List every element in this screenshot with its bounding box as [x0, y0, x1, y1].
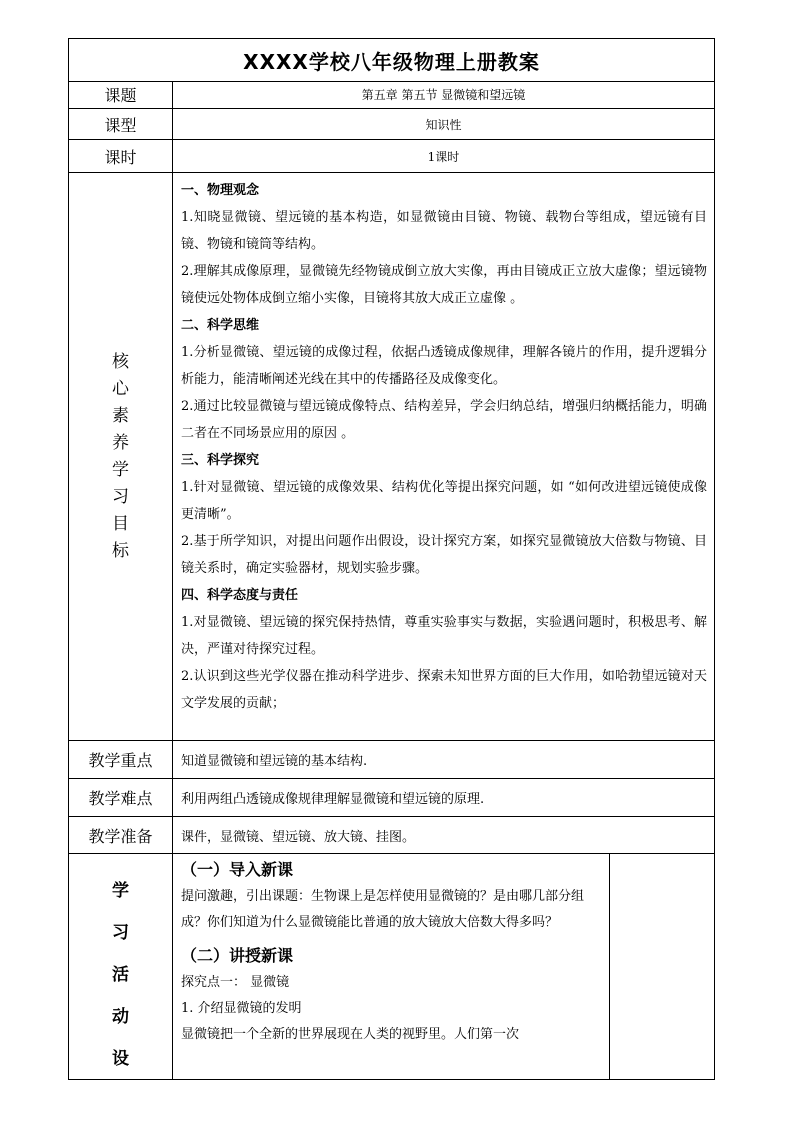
document-title: XXXX学校八年级物理上册教案	[69, 39, 714, 82]
activity-paragraph: 提问激趣，引出课题：生物课上是怎样使用显微镜的？是由哪几部分组成？你们知道为什么显微镜能比普通的放大镜放大倍数大得多吗？	[181, 889, 585, 930]
goal-paragraph: 1.对显微镜、望远镜的探究保持热情，尊重实验事实与数据，实验遇问题时，积极思考、解决，严谨对待探究过程。	[181, 615, 707, 657]
goal-heading: 四、科学态度与责任	[181, 588, 299, 603]
section-heading: （一）导入新课	[181, 860, 294, 879]
difficulty-value: 利用两组凸透镜成像规律理解显微镜和望远镜的原理.	[181, 792, 485, 807]
topic-label: 课题	[69, 81, 173, 108]
goal-paragraph: 1.分析显微镜、望远镜的成像过程，依据凸透镜成像规律，理解各镜片的作用，提升逻辑分析能力，能清晰阐述光线在其中的传播路径及成像变化。	[181, 345, 707, 387]
activity-content	[173, 854, 610, 1079]
key-row	[69, 741, 714, 779]
hours-label: 课时	[69, 140, 173, 172]
goal-heading: 一、物理观念	[181, 183, 260, 198]
goal-paragraph: 2.通过比较显微镜与望远镜成像特点、结构差异，学会归纳总结，增强归纳概括能力，明确二者在不同场景应用的原因 。	[181, 399, 707, 441]
goals-content	[173, 173, 714, 740]
difficulty-label: 教学难点	[69, 779, 173, 816]
activity-label: 学 习 活 动 设	[69, 854, 173, 1079]
goal-paragraph: 1.针对显微镜、望远镜的成像效果、结构优化等提出探究问题，如 “如何改进望远镜使成像更清晰”。	[181, 480, 707, 522]
activity-row	[69, 854, 714, 1079]
goals-label: 核 心 素 养 学 习 目 标	[69, 173, 173, 740]
hours-value: 1课时	[427, 149, 460, 164]
goals-row	[69, 173, 714, 741]
key-value: 知道显微镜和望远镜的基本结构.	[181, 754, 368, 769]
goal-paragraph: 1.知晓显微镜、望远镜的基本构造，如显微镜由目镜、物镜、载物台等组成，望远镜有目镜、物镜和镜筒等结构。	[181, 210, 707, 252]
goal-heading: 三、科学探究	[181, 453, 260, 468]
topic-value: 第五章 第五节 显微镜和望远镜	[361, 88, 526, 102]
key-label: 教学重点	[69, 741, 173, 778]
topic-row	[69, 81, 714, 109]
goal-paragraph: 2.理解其成像原理，显微镜先经物镜成倒立放大实像，再由目镜成正立放大虚像；望远镜物镜使远处物体成倒立缩小实像，目镜将其放大成正立虚像 。	[181, 264, 707, 306]
hours-row	[69, 140, 714, 173]
type-value: 知识性	[425, 117, 462, 132]
type-label: 课型	[69, 109, 173, 139]
goal-heading: 二、科学思维	[181, 318, 260, 333]
prep-value: 课件，显微镜、望远镜、放大镜、挂图。	[181, 829, 416, 845]
activity-paragraph: 显微镜把一个全新的世界展现在人类的视野里。人们第一次	[181, 1027, 520, 1042]
section-heading: （二）讲授新课	[181, 946, 294, 965]
type-row	[69, 109, 714, 140]
activity-paragraph: 探究点一： 显微镜	[181, 975, 290, 990]
activity-paragraph: 1. 介绍显微镜的发明	[181, 1001, 302, 1016]
prep-row	[69, 817, 714, 854]
goal-paragraph: 2.基于所学知识，对提出问题作出假设，设计探究方案，如探究显微镜放大倍数与物镜、目镜关系时，确定实验器材，规划实验步骤。	[181, 534, 707, 576]
goal-paragraph: 2.认识到这些光学仪器在推动科学进步、探索未知世界方面的巨大作用，如哈勃望远镜对天文学发展的贡献；	[181, 669, 707, 711]
difficulty-row	[69, 779, 714, 817]
activity-notes-column	[610, 854, 714, 1079]
prep-label: 教学准备	[69, 817, 173, 853]
lesson-plan-table	[68, 38, 715, 1080]
